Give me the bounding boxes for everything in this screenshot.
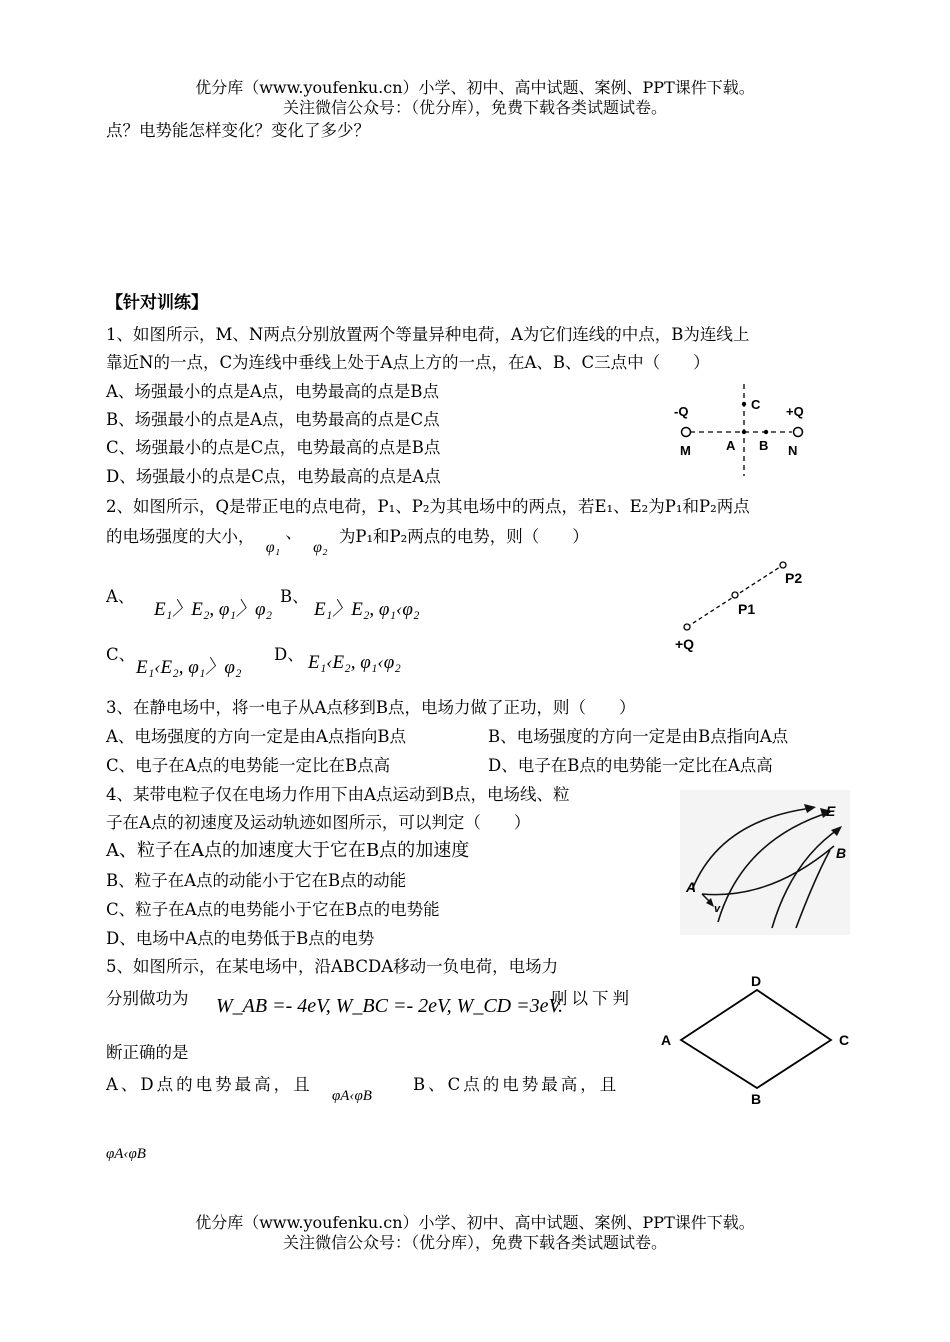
header-line-2: 关注微信公众号：（优分库），免费下载各类试题试卷。: [282, 98, 667, 117]
label-b: B: [759, 438, 769, 453]
point-p1: [732, 592, 738, 598]
label-b: B: [836, 845, 847, 861]
q2-option-b-expr: E₁〉E₂, φ₁‹φ₂: [314, 599, 420, 620]
q1-stem-2: 靠近N的一点，C为连线中垂线上处于A点上方的一点，在A、B、C三点中（ ）: [106, 353, 710, 372]
label-d: D: [751, 973, 762, 989]
label-c: C: [751, 397, 761, 412]
q3-option-a: A、电场强度的方向一定是由A点指向B点: [106, 727, 406, 746]
q3-stem: 3、在静电场中，将一电子从A点移到B点，电场力做了正功，则（ ）: [106, 698, 636, 717]
q2-stem-2: [106, 523, 589, 556]
q5-work-expr: W_AB =- 4eV, W_BC =- 2eV, W_CD =3eV.: [216, 995, 564, 1017]
label-n: N: [788, 443, 798, 458]
q4-stem-1: 4、某带电粒子仅在电场力作用下由A点运动到B点，电场线、粒: [106, 785, 570, 804]
q2-separator: 、: [285, 523, 302, 542]
q5-option-a-math: φA‹φB: [332, 1088, 372, 1104]
label-plus-q: +Q: [786, 404, 804, 419]
q5-stem-2-a: 分别做功为: [106, 989, 189, 1008]
q5-option-b-math: φA‹φB: [106, 1146, 146, 1162]
q3-option-d: D、电子在B点的电势能一定比在A点高: [488, 756, 773, 775]
phi-2: φ₂: [313, 539, 328, 556]
label-m: M: [680, 443, 691, 458]
q1-option-d: D、场强最小的点是C点，电势最高的点是A点: [106, 467, 441, 486]
point-p2: [780, 562, 786, 568]
q5-figure-rhombus: [655, 970, 855, 1110]
q2-stem-1: 2、如图所示，Q是带正电的点电荷，P₁、P₂为其电场中的两点，若E₁、E₂为P₁和P₂两点: [106, 497, 750, 516]
q2-option-a-expr: E₁〉E₂, φ₁〉φ₂: [154, 599, 273, 620]
q5-option-a: A、D点的电势最高，且: [106, 1075, 313, 1094]
label-b: B: [751, 1091, 762, 1107]
footer-line-1: 优分库（www.youfenku.cn）小学、初中、高中试题、案例、PPT课件下载。: [195, 1213, 755, 1232]
charge-n: [794, 428, 803, 437]
q1-option-b: B、场强最小的点是A点，电势最高的点是C点: [106, 410, 440, 429]
section-title: 【针对训练】: [106, 293, 208, 313]
label-a: A: [686, 879, 697, 895]
q4-option-d: D、电场中A点的电势低于B点的电势: [106, 929, 375, 948]
header-line-1: 优分库（www.youfenku.cn）小学、初中、高中试题、案例、PPT课件下载。: [195, 78, 755, 97]
q2-option-d-label: D、: [274, 645, 304, 664]
q3-option-c: C、电子在A点的电势能一定比在B点高: [106, 756, 391, 775]
label-a: A: [661, 1032, 672, 1048]
q4-option-c: C、粒子在A点的电势能小于它在B点的电势能: [106, 900, 440, 919]
q1-option-a: A、场强最小的点是A点，电势最高的点是B点: [106, 382, 439, 401]
q1-figure-charges: [660, 380, 820, 480]
label-p1: P1: [738, 601, 756, 617]
q2-option-d-expr: E₁‹E₂, φ₁‹φ₂: [308, 652, 401, 673]
point-b: [764, 430, 768, 434]
label-a: A: [726, 438, 736, 453]
q2-option-b-label: B、: [280, 587, 309, 606]
q2-option-a-label: A、: [106, 587, 135, 606]
label-q: +Q: [675, 636, 695, 652]
q5-stem-1: 5、如图所示，在某电场中，沿ABCDA移动一负电荷，电场力: [106, 957, 559, 976]
q1-option-c: C、场强最小的点是C点，电势最高的点是B点: [106, 438, 441, 457]
q5-stem-2-b: 则以下判: [551, 989, 633, 1008]
label-p2: P2: [785, 570, 803, 586]
intro-tail: 点？电势能怎样变化？变化了多少？: [106, 121, 370, 140]
q2-stem-2-b: 为P₁和P₂两点的电势，则（ ）: [338, 527, 589, 546]
q1-stem-1: 1、如图所示，M、N两点分别放置两个等量异种电荷，A为它们连线的中点，B为连线上: [106, 325, 750, 344]
phi-1: φ₁: [265, 539, 281, 556]
footer-line-2: 关注微信公众号：（优分库），免费下载各类试题试卷。: [282, 1233, 667, 1252]
q5-stem-3: 断正确的是: [106, 1043, 189, 1062]
q2-figure-point-charge: [665, 555, 815, 665]
q2-stem-2-a: 的电场强度的大小，: [106, 527, 255, 546]
label-v: v: [714, 903, 721, 915]
label-e: E: [826, 803, 836, 819]
charge-m: [682, 428, 691, 437]
point-a: [742, 430, 746, 434]
point-c: [742, 402, 746, 406]
q3-option-b: B、电场强度的方向一定是由B点指向A点: [488, 727, 789, 746]
charge-q: [684, 624, 690, 630]
q4-option-a: A、粒子在A点的加速度大于它在B点的加速度: [106, 840, 470, 861]
q4-figure-field-lines: [680, 790, 850, 935]
rhombus-abcd: [681, 990, 831, 1088]
label-minus-q: -Q: [674, 404, 689, 419]
q4-option-b: B、粒子在A点的动能小于它在B点的动能: [106, 871, 407, 890]
q2-option-c-label: C、: [106, 645, 136, 664]
q2-option-c-expr: E₁‹E₂, φ₁〉φ₂: [136, 657, 242, 678]
q4-stem-2: 子在A点的初速度及运动轨迹如图所示，可以判定（ ）: [106, 813, 531, 832]
label-c: C: [839, 1032, 850, 1048]
q5-option-b: B、C点的电势最高，且: [413, 1075, 620, 1094]
